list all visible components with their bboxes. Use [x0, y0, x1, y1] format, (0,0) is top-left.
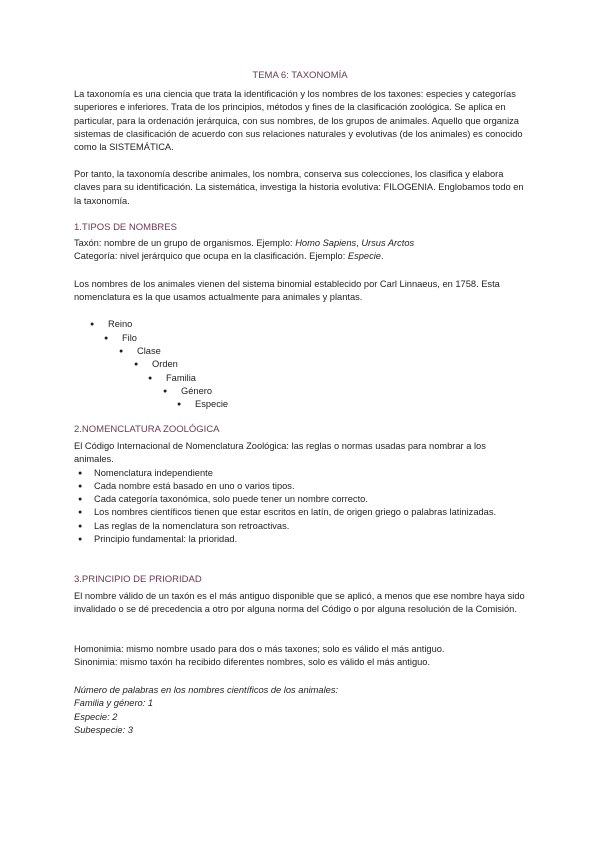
taxon-example-2: Ursus Arctos — [361, 238, 415, 248]
rule-item: ● Nomenclatura independiente — [76, 467, 506, 480]
priority-paragraph — [74, 590, 526, 617]
intro-text-1: La taxonomía es una ciencia que trata la identificación y los nombres de los taxones: especies y categorías superiores e inferiores. Trata de los principios, métodos y fines de la clasificación zoológica. Se aplica en particular, para la ordenación jerárquica, con sus nombres, de los grupos de animales. Aquello que organiza sistemas de clasificación de acuerdo con sus relaciones naturales y evolutivas (de los animales) es conocido como la SISTEMÁTICA. — [74, 89, 523, 153]
sinonimia-text: Sinonimia: mismo taxón ha recibido diferentes nombres, solo es válido el más antiguo. — [74, 657, 431, 668]
word-count-item: Especie: 2 — [74, 711, 118, 722]
linnaeus-paragraph — [74, 278, 526, 305]
word-count-notes — [74, 684, 526, 737]
taxon-example-1: Homo Sapiens — [295, 238, 357, 248]
rule-item: ● Cada nombre está basado en uno o varios tipos. — [76, 480, 506, 493]
intro-text-2: Por tanto, la taxonomía describe animales, los nombra, conserva sus colecciones, los clasifica y elabora claves para su identificación. La sistemática, investiga la historia evolutiva: FILOGENIA. Englobamos todo en la taxonomía. — [74, 169, 524, 206]
categoria-suffix: . — [380, 251, 384, 262]
rule-item: ● Las reglas de la nomenclatura son retroactivas. — [76, 520, 506, 533]
intro-paragraph-2 — [74, 168, 526, 208]
homonimia-sinonimia — [74, 643, 526, 670]
rule-item: ● Los nombres científicos tienen que estar escritos en latín, de origen griego o palabras latinizadas. — [76, 506, 506, 519]
categoria-prefix: Categoría: nivel jerárquico que ocupa en la clasificación. Ejemplo: — [74, 251, 348, 262]
page-title: TEMA 6: TAXONOMÍA — [252, 70, 348, 81]
priority-text: El nombre válido de un taxón es el más antiguo disponible que se aplicó, a menos que ese nombre haya sido invalidado o se dé precedencia a otro por alguna norma del Código o por alguna resolución de la Comisión. — [74, 591, 525, 615]
hierarchy-item: ● Especie — [195, 398, 228, 411]
hierarchy-item: ● Orden — [152, 358, 178, 371]
categoria-example: Especie — [347, 251, 381, 262]
word-count-item: Subespecie: 3 — [74, 724, 133, 735]
section-2-body — [74, 440, 526, 546]
hierarchy-item: ● Clase — [137, 345, 161, 358]
section-2-intro: El Código Internacional de Nomenclatura Zoológica: las reglas o normas usadas para nombrar a los animales. — [74, 441, 486, 465]
word-count-item: Familia y género: 1 — [74, 698, 154, 709]
section-2-heading: 2.NOMENCLATURA ZOOLÓGICA — [74, 424, 220, 435]
hierarchy-item: ● Filo — [122, 332, 137, 345]
word-count-title: Número de palabras en los nombres científicos de los animales: — [74, 685, 339, 695]
linnaeus-text: Los nombres de los animales vienen del sistema binomial establecido por Carl Linnaeus, en 1758. Esta nomenclatura es la que usamos actualmente para animales y plantas. — [74, 279, 500, 303]
taxon-prefix: Taxón: nombre de un grupo de organismos. Ejemplo: — [74, 238, 296, 248]
rule-item: ● Cada categoría taxonómica, solo puede tener un nombre correcto. — [76, 493, 506, 506]
intro-paragraph-1 — [74, 88, 526, 154]
hierarchy-item: ● Reino — [108, 318, 132, 331]
section-3-heading: 3.PRINCIPIO DE PRIORIDAD — [74, 574, 202, 585]
section-1-heading: 1.TIPOS DE NOMBRES — [74, 222, 177, 233]
rule-item: ● Principio fundamental: la prioridad. — [76, 533, 506, 546]
taxon-separator: , — [356, 238, 362, 248]
nomenclature-rules-list — [76, 467, 506, 547]
homonimia-text: Homonimia: mismo nombre usado para dos o más taxones; solo es válido el más antiguo. — [74, 644, 445, 654]
taxon-definition — [74, 237, 526, 264]
hierarchy-item: ● Familia — [166, 372, 196, 385]
hierarchy-item: ● Género — [181, 385, 212, 398]
